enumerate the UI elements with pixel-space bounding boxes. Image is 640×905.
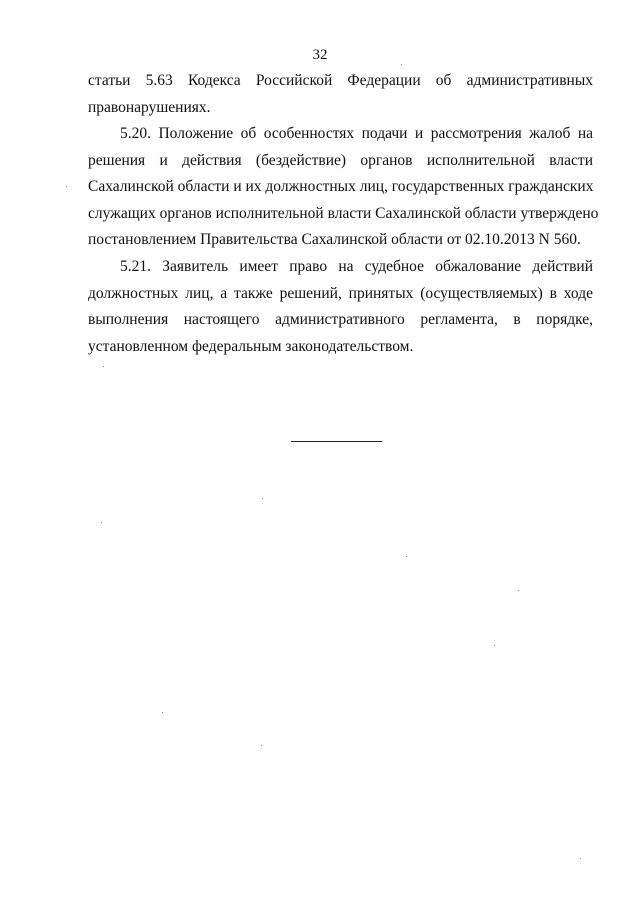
scan-speck xyxy=(518,590,519,591)
scan-speck xyxy=(494,645,495,646)
scan-speck xyxy=(401,64,402,65)
end-separator-rule xyxy=(291,441,382,442)
scan-speck xyxy=(262,498,263,499)
paragraph-line: 5.21. Заявитель имеет право на судебное обжалование действий xyxy=(120,258,593,275)
scan-speck xyxy=(103,366,104,367)
scan-speck xyxy=(162,712,163,713)
paragraph-line: должностных лиц, а также решений, принятых (осуществляемых) в ходе xyxy=(88,284,593,302)
scan-speck xyxy=(580,858,581,859)
paragraph-line: правонарушениях. xyxy=(88,98,211,116)
paragraph-5-21 xyxy=(88,254,593,360)
scan-speck xyxy=(66,186,67,187)
paragraph-line: Сахалинской области и их должностных лиц, государственных гражданских xyxy=(88,178,594,196)
paragraph-line: решения и действия (бездействие) органов исполнительной власти xyxy=(88,151,593,169)
paragraph-5-20 xyxy=(88,121,599,254)
scan-speck xyxy=(101,522,102,523)
paragraph-line: выполнения настоящего административного регламента, в порядке, xyxy=(88,311,593,329)
paragraph-line: служащих органов исполнительной власти Сахалинской области утверждено xyxy=(88,204,599,222)
paragraph-continuation xyxy=(88,68,593,121)
scan-speck xyxy=(261,745,262,746)
paragraph-line: 5.20. Положение об особенностях подачи и рассмотрения жалоб на xyxy=(120,125,593,142)
page-number: 32 xyxy=(312,47,328,63)
paragraph-line: установленном федеральным законодательством. xyxy=(88,337,414,355)
paragraph-line: постановлением Правительства Сахалинской области от 02.10.2013 N 560. xyxy=(88,231,581,249)
scan-speck xyxy=(406,556,407,557)
paragraph-line: статьи 5.63 Кодекса Российской Федерации об административных xyxy=(88,72,593,89)
